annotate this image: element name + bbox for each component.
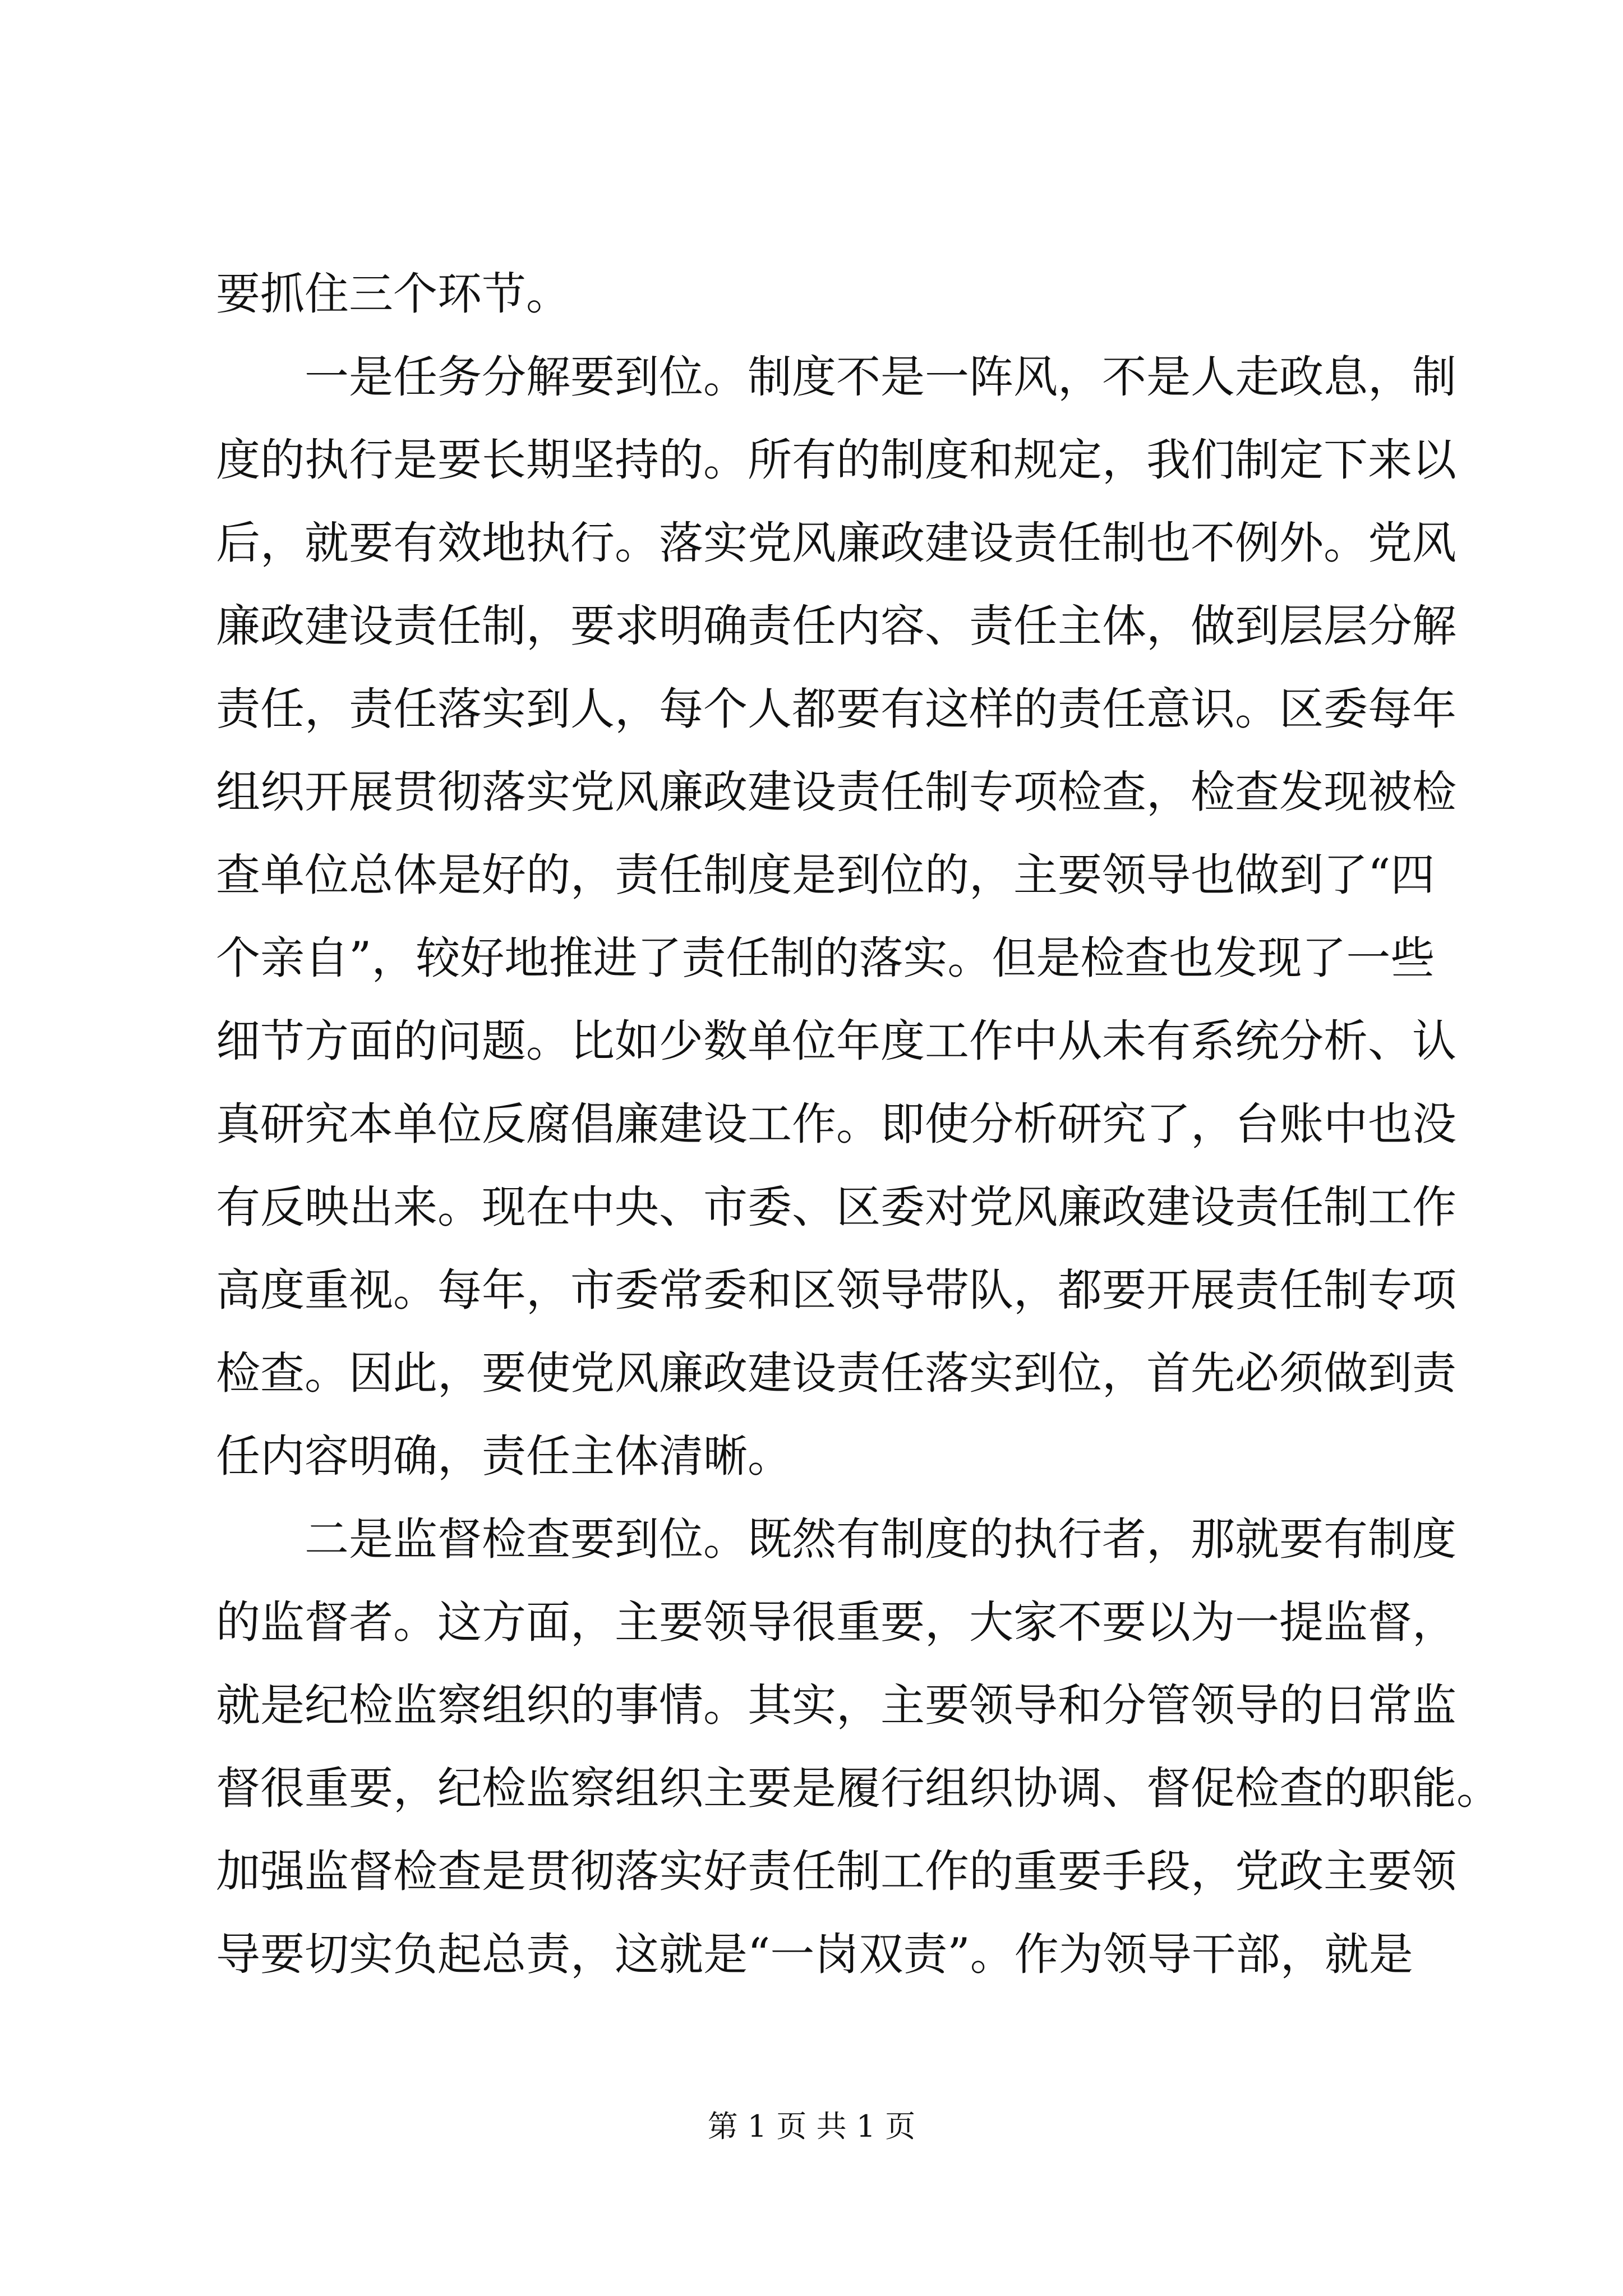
text-line: 有反映出来。现在中央、市委、区委对党风廉政建设责任制工作 <box>216 1181 1456 1233</box>
text-line: 细节方面的问题。比如少数单位年度工作中从未有系统分析、认 <box>216 1015 1456 1067</box>
text-line: 度的执行是要长期坚持的。所有的制度和规定，我们制定下来以 <box>216 434 1456 486</box>
document-body <box>216 252 1501 1996</box>
text-line: 查单位总体是好的，责任制度是到位的，主要领导也做到了“四 <box>216 849 1435 901</box>
text-line: 导要切实负起总责，这就是“一岗双责”。作为领导干部，就是 <box>216 1929 1413 1980</box>
paragraph-start-line: 二是监督检查要到位。既然有制度的执行者，那就要有制度 <box>305 1513 1456 1565</box>
page-footer: 第 1 页 共 1 页 <box>707 2109 916 2144</box>
text-line: 就是纪检监察组织的事情。其实，主要领导和分管领导的日常监 <box>216 1680 1456 1731</box>
text-line: 廉政建设责任制，要求明确责任内容、责任主体，做到层层分解 <box>216 600 1456 652</box>
text-line: 组织开展贯彻落实党风廉政建设责任制专项检查，检查发现被检 <box>216 766 1456 818</box>
text-line: 责任，责任落实到人，每个人都要有这样的责任意识。区委每年 <box>216 683 1456 735</box>
text-line: 的监督者。这方面，主要领导很重要，大家不要以为一提监督， <box>216 1596 1456 1648</box>
text-line: 检查。因此，要使党风廉政建设责任落实到位，首先必须做到责 <box>216 1347 1456 1399</box>
text-line: 个亲自”，较好地推进了责任制的落实。但是检查也发现了一些 <box>216 932 1435 984</box>
text-line: 真研究本单位反腐倡廉建设工作。即使分析研究了，台账中也没 <box>216 1098 1456 1150</box>
text-line: 后，就要有效地执行。落实党风廉政建设责任制也不例外。党风 <box>216 517 1456 569</box>
text-line: 高度重视。每年，市委常委和区领导带队，都要开展责任制专项 <box>216 1264 1456 1316</box>
text-line: 加强监督检查是贯彻落实好责任制工作的重要手段，党政主要领 <box>216 1846 1456 1897</box>
text-line: 督很重要，纪检监察组织主要是履行组织协调、督促检查的职能。 <box>216 1763 1501 1814</box>
text-line: 任内容明确，责任主体清晰。 <box>216 1430 792 1482</box>
text-line: 要抓住三个环节。 <box>216 268 570 320</box>
paragraph-start-line: 一是任务分解要到位。制度不是一阵风，不是人走政息，制 <box>305 351 1456 403</box>
